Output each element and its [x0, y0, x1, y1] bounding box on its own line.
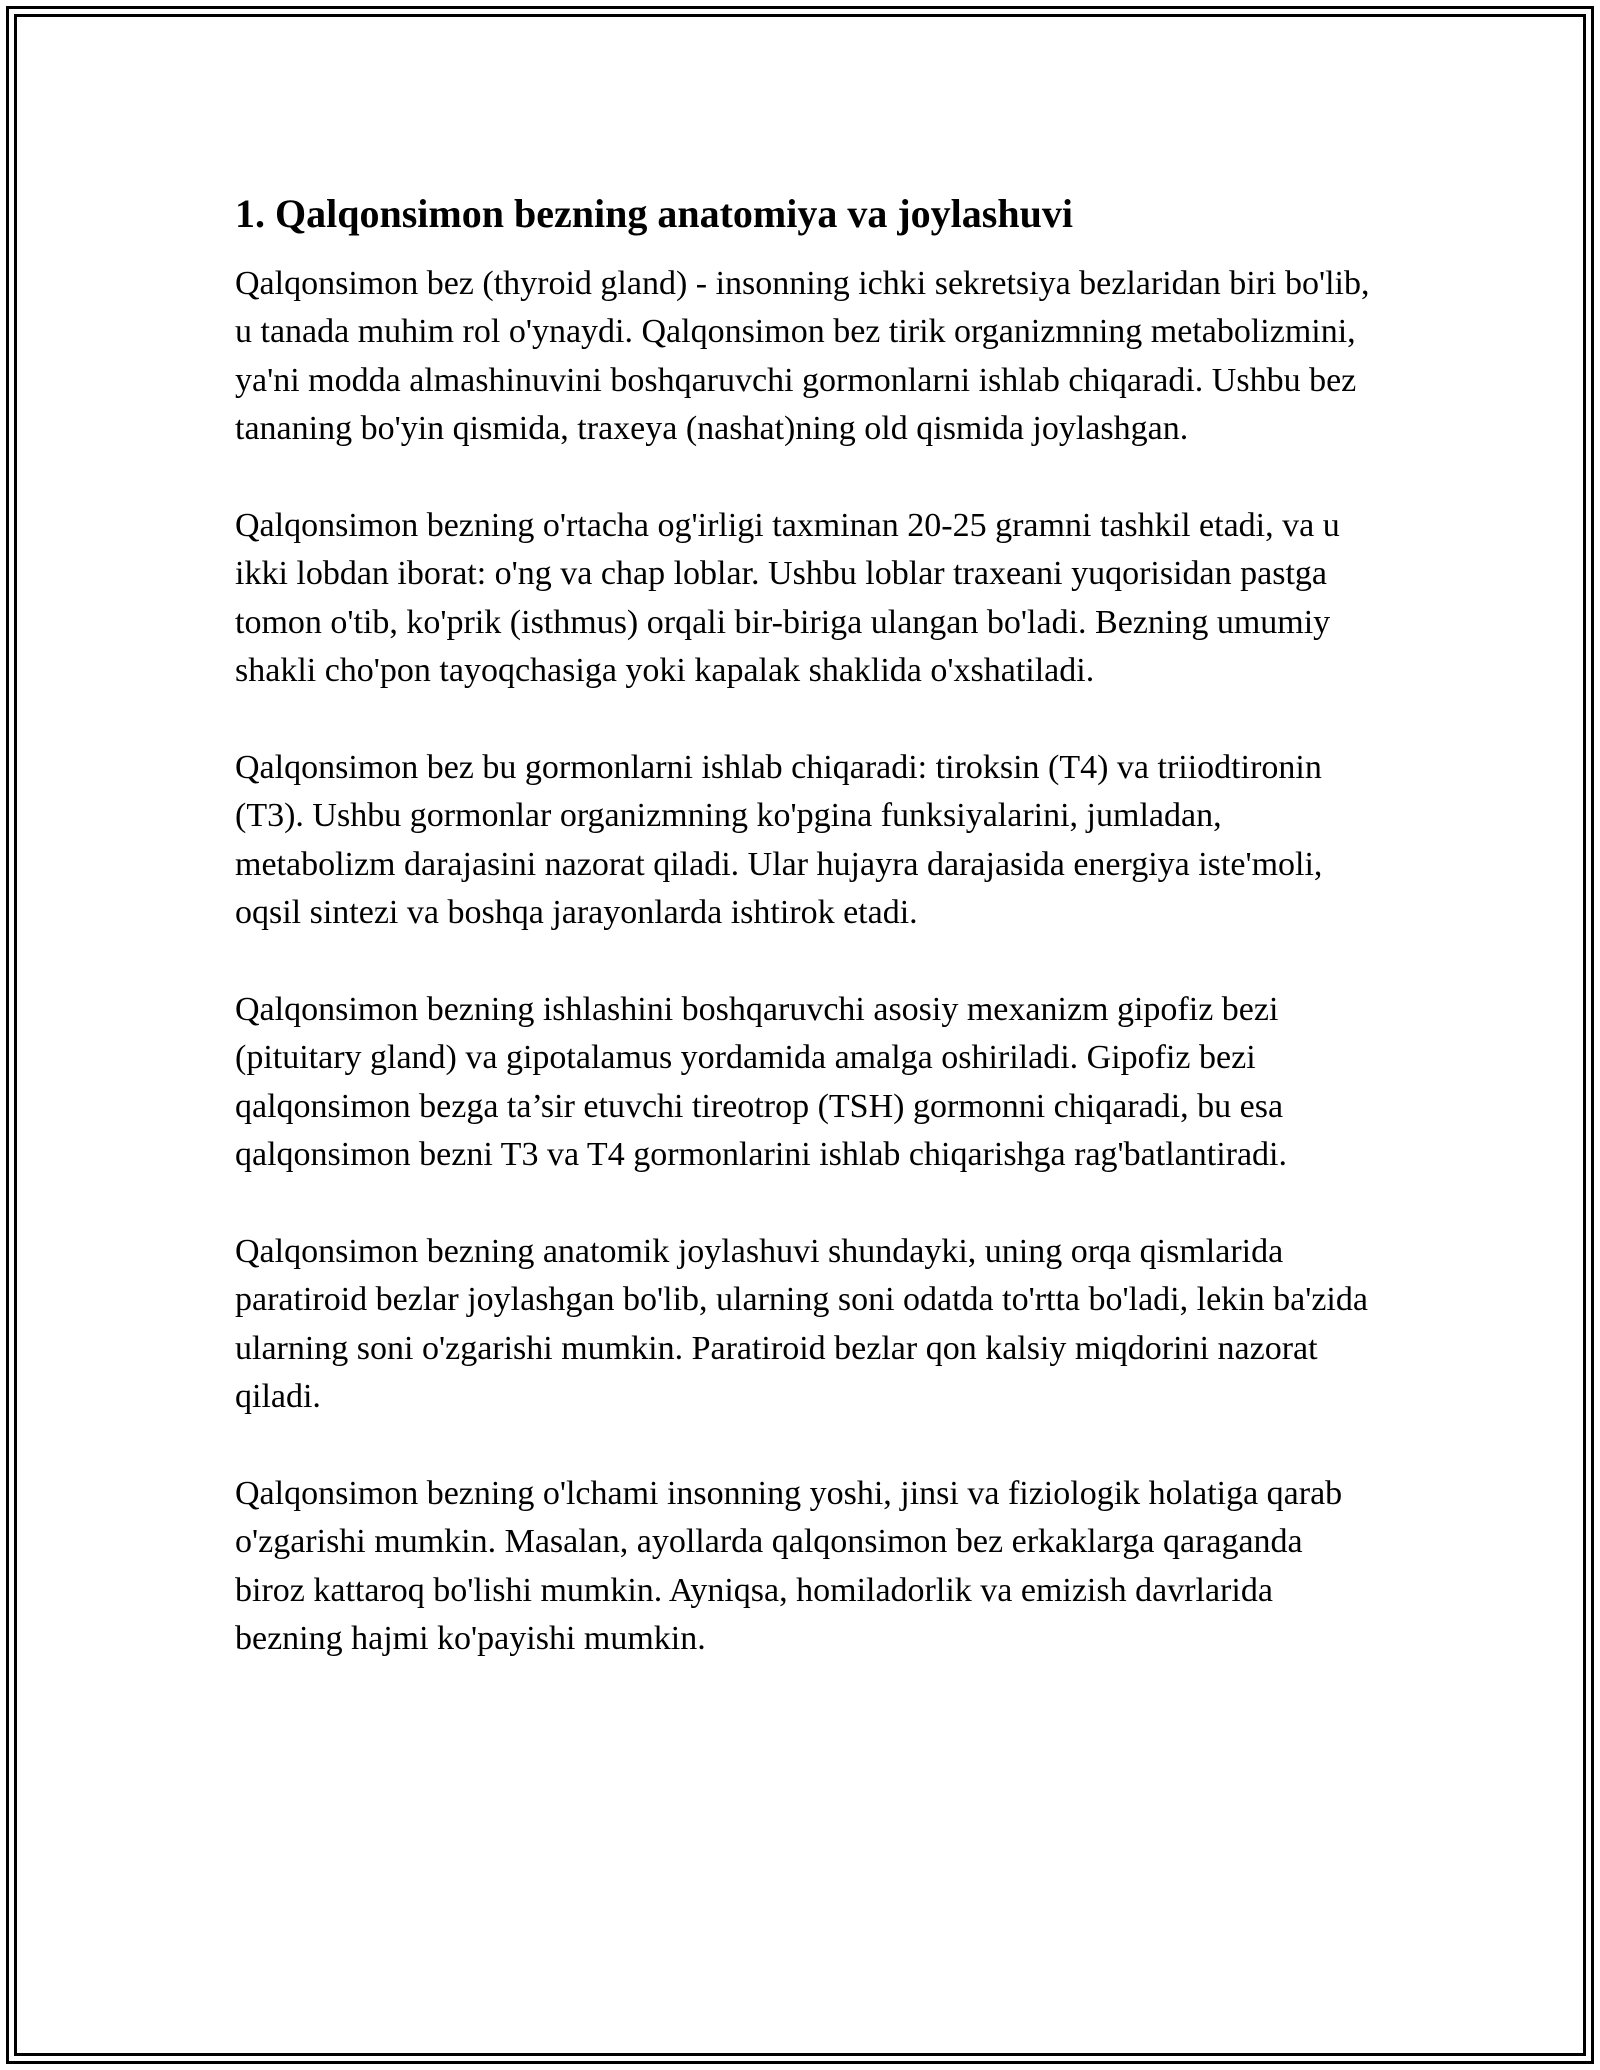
paragraph-5: Qalqonsimon bezning anatomik joylashuvi shundayki, uning orqa qismlarida paratiroid bezlar joylashgan bo'lib, ularning soni odatda to'rtta bo'ladi, lekin ba'zida ularning soni o'zgarishi mumkin. Paratiroid bezlar qon kalsiy miqdorini nazorat qiladi.	[235, 1233, 1368, 1416]
document-body	[235, 188, 1375, 1712]
paragraph-2: Qalqonsimon bezning o'rtacha og'irligi taxminan 20-25 gramni tashkil etadi, va u ikki lobdan iborat: o'ng va chap loblar. Ushbu loblar traxeani yuqorisidan pastga tomon o'tib, ko'prik (isthmus) orqali bir-biriga ulangan bo'ladi. Bezning umumiy shakli cho'pon tayoqchasiga yoki kapalak shaklida o'xshatiladi.	[235, 507, 1340, 690]
paragraph-1: Qalqonsimon bez (thyroid gland) - insonning ichki sekretsiya bezlaridan biri bo'lib, u tanada muhim rol o'ynaydi. Qalqonsimon bez tirik organizmning metabolizmini, ya'ni modda almashinuvini boshqaruvchi gormonlarni ishlab chiqaradi. Ushbu bez tananing bo'yin qismida, traxeya (nashat)ning old qismida joylashgan.	[235, 265, 1370, 448]
paragraph-3: Qalqonsimon bez bu gormonlarni ishlab chiqaradi: tiroksin (T4) va triiodtironin (T3). Ushbu gormonlar organizmning ko'pgina funksiyalarini, jumladan, metabolizm darajasini nazorat qiladi. Ular hujayra darajasida energiya iste'moli, oqsil sintezi va boshqa jarayonlarda ishtirok etadi.	[235, 749, 1323, 932]
paragraph-6: Qalqonsimon bezning o'lchami insonning yoshi, jinsi va fiziologik holatiga qarab o'zgarishi mumkin. Masalan, ayollarda qalqonsimon bez erkaklarga qaraganda biroz kattaroq bo'lishi mumkin. Ayniqsa, homiladorlik va emizish davrlarida bezning hajmi ko'payishi mumkin.	[235, 1475, 1343, 1658]
paragraph-4: Qalqonsimon bezning ishlashini boshqaruvchi asosiy mexanizm gipofiz bezi (pituitary gland) va gipotalamus yordamida amalga oshiriladi. Gipofiz bezi qalqonsimon bezga ta’sir etuvchi tireotrop (TSH) gormonni chiqaradi, bu esa qalqonsimon bezni T3 va T4 gormonlarini ishlab chiqarishga rag'batlantiradi.	[235, 991, 1288, 1174]
section-heading: 1. Qalqonsimon bezning anatomiya va joylashuvi	[235, 191, 1073, 236]
